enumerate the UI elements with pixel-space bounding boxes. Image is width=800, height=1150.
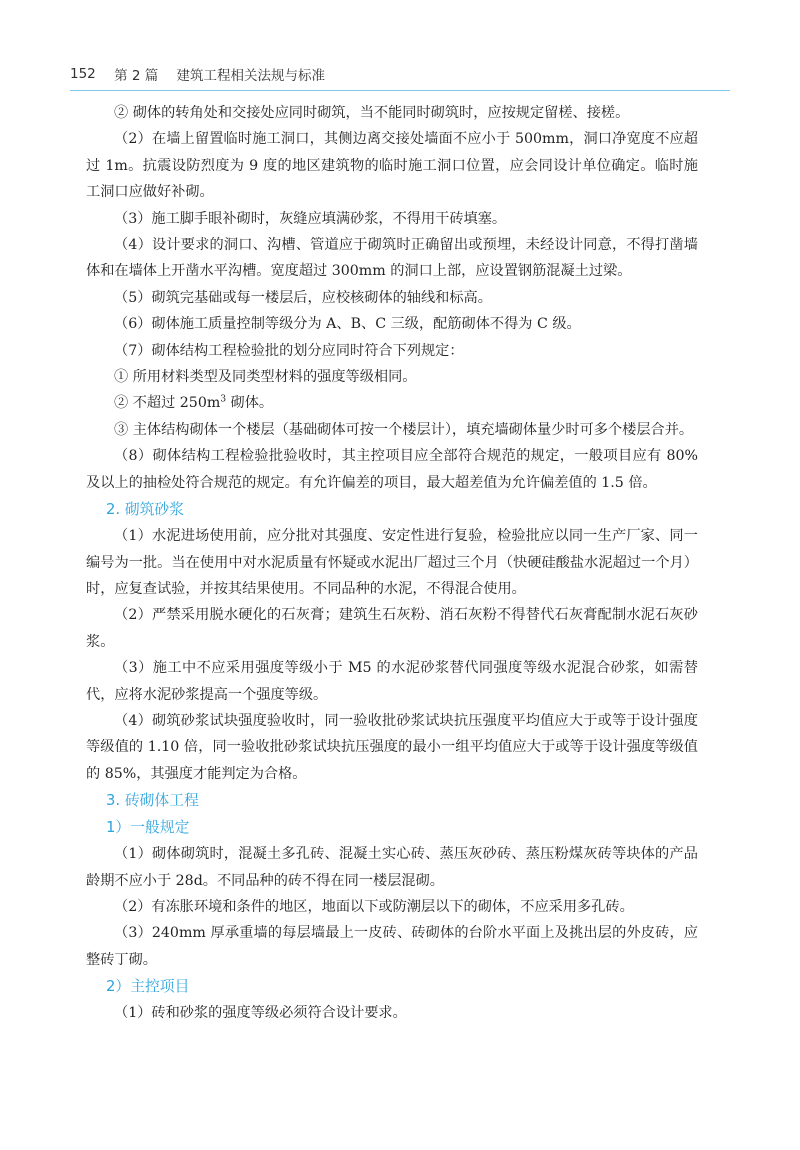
part-label: 第 2 篇 bbox=[114, 68, 159, 84]
paragraph: （3）施工中不应采用强度等级小于 M5 的水泥砂浆替代同强度等级水泥混合砂浆，如需替代，应将水泥砂浆提高一个强度等级。 bbox=[86, 660, 698, 703]
paragraph: （4）砌筑砂浆试块强度验收时，同一验收批砂浆试块抗压强度平均值应大于或等于设计强度等级值的 1.10 倍，同一验收批砂浆试块抗压强度的最小一组平均值应大于或等于设计强度等级值的 85%，其强度才能判定为合格。 bbox=[86, 712, 698, 782]
paragraph: ② 砌体的转角处和交接处应同时砌筑，当不能同时砌筑时，应按规定留槎、接槎。 bbox=[114, 105, 630, 121]
page-number: 152 bbox=[70, 66, 96, 82]
subsection-heading: 2）主控项目 bbox=[106, 978, 190, 996]
subsection-heading: 1）一般规定 bbox=[106, 819, 190, 837]
section-heading: 3. 砖砌体工程 bbox=[106, 792, 199, 810]
paragraph: （1）水泥进场使用前，应分批对其强度、安定性进行复验，检验批应以同一生产厂家、同一编号为一批。当在使用中对水泥质量有怀疑或水泥出厂超过三个月（快硬硅酸盐水泥超过一个月）时，应复查试验，并按其结果使用。不同品种的水泥，不得混合使用。 bbox=[86, 528, 698, 597]
page-body bbox=[86, 100, 698, 1027]
header-rule bbox=[70, 90, 730, 91]
paragraph: （1）砖和砂浆的强度等级必须符合设计要求。 bbox=[114, 1005, 407, 1022]
section-heading: 2. 砌筑砂浆 bbox=[106, 501, 185, 519]
paragraph: （2）有冻胀环境和条件的地区，地面以下或防潮层以下的砌体，不应采用多孔砖。 bbox=[114, 898, 634, 915]
paragraph: （2）在墙上留置临时施工洞口，其侧边离交接处墙面不应小于 500mm，洞口净宽度不应超过 1m。抗震设防烈度为 9 度的地区建筑物的临时施工洞口位置，应会同设计单位确定。临时施工洞口应做好补砌。 bbox=[86, 131, 698, 201]
paragraph: （2）严禁采用脱水硬化的石灰膏；建筑生石灰粉、消石灰粉不得替代石灰膏配制水泥石灰砂浆。 bbox=[86, 607, 698, 650]
text-run: ② 不超过 250m bbox=[114, 395, 221, 412]
paragraph: ① 所用材料类型及同类型材料的强度等级相同。 bbox=[114, 369, 417, 386]
page-header bbox=[70, 64, 730, 90]
paragraph: （8）砌体结构工程检验批验收时，其主控项目应全部符合规范的规定，一般项目应有 80% 及以上的抽检处符合规范的规定。有允许偏差的项目，最大超差值为允许偏差值的 1.5 倍。 bbox=[86, 448, 698, 491]
paragraph: ③ 主体结构砌体一个楼层（基础砌体可按一个楼层计），填充墙砌体量少时可多个楼层合并。 bbox=[114, 421, 694, 438]
paragraph: （3）施工脚手眼补砌时，灰缝应填满砂浆，不得用干砖填塞。 bbox=[114, 210, 507, 227]
paragraph bbox=[86, 390, 698, 416]
text-run: 砌体。 bbox=[226, 395, 274, 412]
paragraph: （6）砌体施工质量控制等级分为 A、B、C 三级，配筋砌体不得为 C 级。 bbox=[114, 316, 581, 333]
part-title: 建筑工程相关法规与标准 bbox=[176, 68, 326, 84]
superscript: 3 bbox=[220, 394, 227, 405]
paragraph: （3）240mm 厚承重墙的每层墙最上一皮砖、砖砌体的台阶水平面上及挑出层的外皮砖，应整砖丁砌。 bbox=[86, 925, 698, 968]
paragraph: （7）砌体结构工程检验批的划分应同时符合下列规定： bbox=[114, 342, 464, 359]
paragraph: （4）设计要求的洞口、沟槽、管道应于砌筑时正确留出或预埋，未经设计同意，不得打凿墙体和在墙体上开凿水平沟槽。宽度超过 300mm 的洞口上部，应设置钢筋混凝土过梁。 bbox=[86, 237, 698, 280]
paragraph: （5）砌筑完基础或每一楼层后，应校核砌体的轴线和标高。 bbox=[114, 289, 492, 306]
paragraph: （1）砌体砌筑时，混凝土多孔砖、混凝土实心砖、蒸压灰砂砖、蒸压粉煤灰砖等块体的产品龄期不应小于 28d。不同品种的砖不得在同一楼层混砌。 bbox=[86, 846, 698, 889]
